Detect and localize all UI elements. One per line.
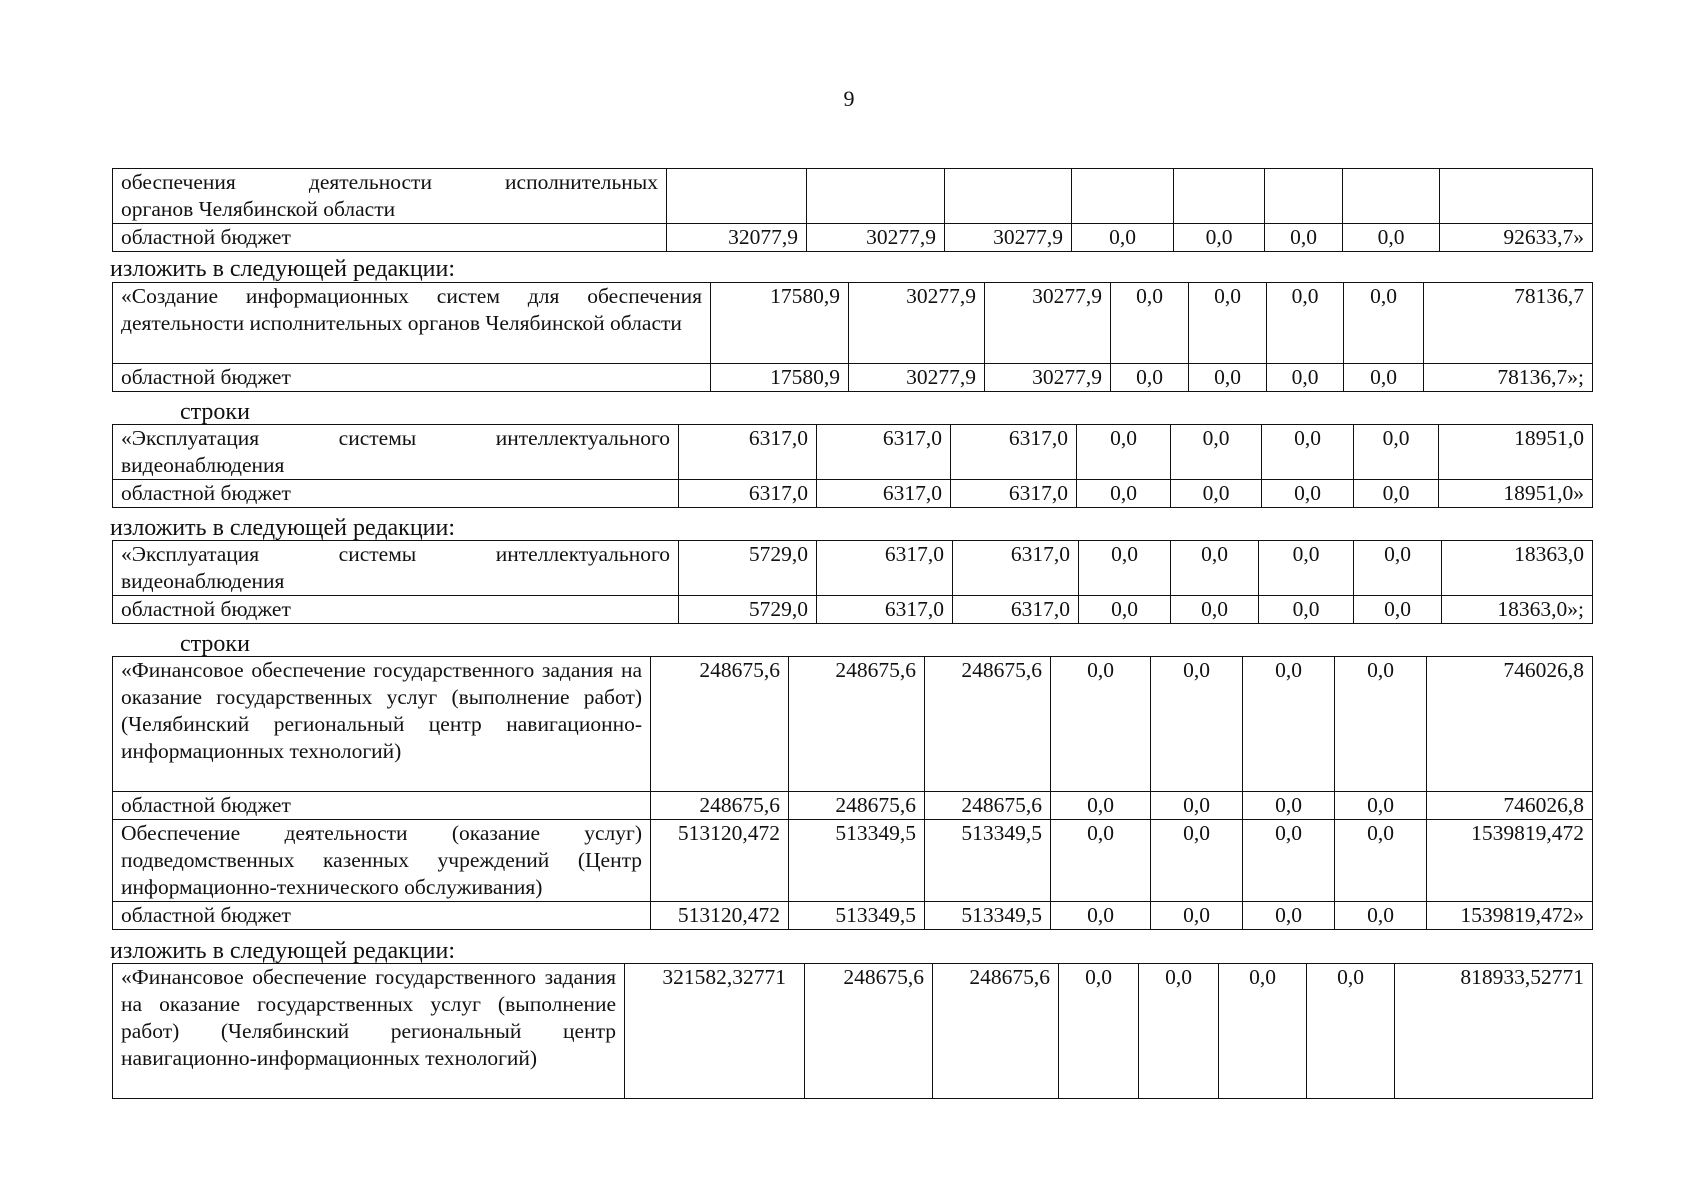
value-cell: 0,0 [1335, 820, 1427, 902]
value-cell: 0,0 [1343, 224, 1440, 252]
page-number: 9 [843, 86, 855, 111]
value-cell: 0,0 [1051, 792, 1151, 820]
value-cell: 0,0 [1051, 657, 1151, 792]
budget-table-5 [112, 656, 1593, 930]
table-row [113, 425, 1593, 480]
section-heading: изложить в следующей редакции: [110, 256, 456, 282]
table-row [113, 364, 1593, 392]
value-cell: 18363,0 [1442, 541, 1593, 596]
table-row [113, 224, 1593, 252]
value-cell: 0,0 [1111, 364, 1189, 392]
row-label: областной бюджет [113, 902, 651, 930]
section-heading: строки [180, 631, 250, 657]
value-cell: 0,0 [1072, 224, 1174, 252]
value-cell: 818933,52771 [1395, 964, 1593, 1099]
value-cell: 6317,0 [817, 596, 953, 624]
value-cell: 6317,0 [951, 480, 1077, 508]
value-cell: 0,0 [1243, 792, 1335, 820]
row-label: «Эксплуатация системы интеллектуального видеонаблюдения [113, 425, 679, 480]
value-cell: 0,0 [1259, 541, 1354, 596]
value-cell: 1539819,472» [1427, 902, 1593, 930]
value-cell: 0,0 [1151, 820, 1243, 902]
value-cell: 0,0 [1243, 902, 1335, 930]
value-cell: 30277,9 [945, 224, 1072, 252]
value-cell [1174, 169, 1265, 224]
value-cell: 6317,0 [679, 425, 817, 480]
value-cell: 0,0 [1262, 480, 1354, 508]
value-cell [1440, 169, 1593, 224]
value-cell: 0,0 [1139, 964, 1219, 1099]
budget-table-1 [112, 168, 1593, 252]
value-cell: 0,0 [1219, 964, 1307, 1099]
value-cell: 0,0 [1171, 425, 1262, 480]
value-cell: 1539819,472 [1427, 820, 1593, 902]
value-cell: 0,0 [1344, 283, 1424, 364]
value-cell [1072, 169, 1174, 224]
value-cell: 30277,9 [985, 364, 1111, 392]
value-cell: 18951,0 [1439, 425, 1593, 480]
value-cell: 248675,6 [933, 964, 1059, 1099]
budget-table-2 [112, 282, 1593, 392]
value-cell: 0,0 [1354, 425, 1439, 480]
value-cell: 6317,0 [817, 541, 953, 596]
row-label: «Эксплуатация системы интеллектуального видеонаблюдения [113, 541, 679, 596]
table-row [113, 169, 1593, 224]
value-cell: 0,0 [1077, 425, 1171, 480]
row-label: «Финансовое обеспечение государственного задания на оказание государственных услуг (выполнение работ) (Челябинский региональный центр навигационно-информационных технологий) [113, 964, 625, 1099]
table-row [113, 480, 1593, 508]
row-label: «Создание информационных систем для обеспечения деятельности исполнительных органов Челябинской области [113, 283, 711, 364]
value-cell: 30277,9 [985, 283, 1111, 364]
table-row [113, 964, 1593, 1099]
value-cell: 6317,0 [953, 596, 1079, 624]
table-row [113, 902, 1593, 930]
value-cell: 248675,6 [789, 657, 925, 792]
value-cell: 513120,472 [651, 902, 789, 930]
value-cell: 0,0 [1354, 541, 1442, 596]
value-cell: 0,0 [1051, 902, 1151, 930]
value-cell: 78136,7 [1424, 283, 1593, 364]
value-cell: 17580,9 [711, 364, 849, 392]
value-cell: 513349,5 [789, 902, 925, 930]
value-cell: 6317,0 [679, 480, 817, 508]
value-cell: 0,0 [1354, 596, 1442, 624]
value-cell: 248675,6 [651, 657, 789, 792]
value-cell: 0,0 [1189, 364, 1267, 392]
value-cell: 78136,7»; [1424, 364, 1593, 392]
value-cell: 0,0 [1267, 364, 1344, 392]
row-label: областной бюджет [113, 596, 679, 624]
value-cell: 0,0 [1174, 224, 1265, 252]
value-cell: 0,0 [1307, 964, 1395, 1099]
value-cell: 0,0 [1335, 792, 1427, 820]
value-cell: 0,0 [1151, 902, 1243, 930]
value-cell: 0,0 [1151, 657, 1243, 792]
value-cell: 321582,32771 [625, 964, 805, 1099]
value-cell: 0,0 [1265, 224, 1343, 252]
value-cell: 0,0 [1335, 657, 1427, 792]
value-cell: 248675,6 [789, 792, 925, 820]
value-cell: 0,0 [1262, 425, 1354, 480]
value-cell: 248675,6 [925, 657, 1051, 792]
value-cell: 92633,7» [1440, 224, 1593, 252]
row-label: обеспечения деятельности исполнительных органов Челябинской области [113, 169, 667, 224]
value-cell: 513349,5 [789, 820, 925, 902]
value-cell: 0,0 [1354, 480, 1439, 508]
row-label: областной бюджет [113, 480, 679, 508]
budget-table-4 [112, 540, 1593, 624]
table-row [113, 792, 1593, 820]
table-row [113, 657, 1593, 792]
value-cell: 17580,9 [711, 283, 849, 364]
value-cell: 18363,0»; [1442, 596, 1593, 624]
budget-table-3 [112, 424, 1593, 508]
row-label: областной бюджет [113, 792, 651, 820]
value-cell [1343, 169, 1440, 224]
value-cell: 248675,6 [651, 792, 789, 820]
value-cell [1265, 169, 1343, 224]
value-cell: 0,0 [1259, 596, 1354, 624]
value-cell: 6317,0 [951, 425, 1077, 480]
value-cell: 0,0 [1171, 596, 1259, 624]
budget-table-6 [112, 963, 1593, 1099]
value-cell: 0,0 [1059, 964, 1139, 1099]
row-label: «Финансовое обеспечение государственного задания на оказание государственных услуг (выполнение работ) (Челябинский региональный центр навигационно-информационных технологий) [113, 657, 651, 792]
value-cell: 0,0 [1243, 657, 1335, 792]
value-cell: 6317,0 [953, 541, 1079, 596]
value-cell: 0,0 [1335, 902, 1427, 930]
section-heading: изложить в следующей редакции: [110, 938, 456, 964]
row-label: областной бюджет [113, 224, 667, 252]
value-cell: 32077,9 [667, 224, 807, 252]
value-cell: 0,0 [1079, 596, 1171, 624]
value-cell [807, 169, 945, 224]
table-row [113, 541, 1593, 596]
section-heading: строки [180, 399, 250, 425]
value-cell: 30277,9 [807, 224, 945, 252]
value-cell: 513349,5 [925, 820, 1051, 902]
value-cell: 0,0 [1111, 283, 1189, 364]
table-row [113, 596, 1593, 624]
value-cell: 0,0 [1171, 541, 1259, 596]
value-cell: 30277,9 [849, 283, 985, 364]
value-cell: 18951,0» [1439, 480, 1593, 508]
table-row [113, 283, 1593, 364]
value-cell: 0,0 [1151, 792, 1243, 820]
value-cell: 6317,0 [817, 480, 951, 508]
section-heading: изложить в следующей редакции: [110, 515, 456, 541]
table-row [113, 820, 1593, 902]
value-cell: 248675,6 [805, 964, 933, 1099]
row-label: Обеспечение деятельности (оказание услуг) подведомственных казенных учреждений (Центр информационно-технического обслуживания) [113, 820, 651, 902]
value-cell: 513349,5 [925, 902, 1051, 930]
row-label: областной бюджет [113, 364, 711, 392]
value-cell: 513120,472 [651, 820, 789, 902]
value-cell: 5729,0 [679, 541, 817, 596]
value-cell: 0,0 [1344, 364, 1424, 392]
value-cell: 0,0 [1079, 541, 1171, 596]
value-cell [945, 169, 1072, 224]
value-cell: 248675,6 [925, 792, 1051, 820]
value-cell [667, 169, 807, 224]
value-cell: 0,0 [1189, 283, 1267, 364]
value-cell: 0,0 [1051, 820, 1151, 902]
value-cell: 5729,0 [679, 596, 817, 624]
value-cell: 6317,0 [817, 425, 951, 480]
value-cell: 0,0 [1077, 480, 1171, 508]
value-cell: 30277,9 [849, 364, 985, 392]
value-cell: 746026,8 [1427, 657, 1593, 792]
value-cell: 746026,8 [1427, 792, 1593, 820]
value-cell: 0,0 [1243, 820, 1335, 902]
value-cell: 0,0 [1267, 283, 1344, 364]
value-cell: 0,0 [1171, 480, 1262, 508]
